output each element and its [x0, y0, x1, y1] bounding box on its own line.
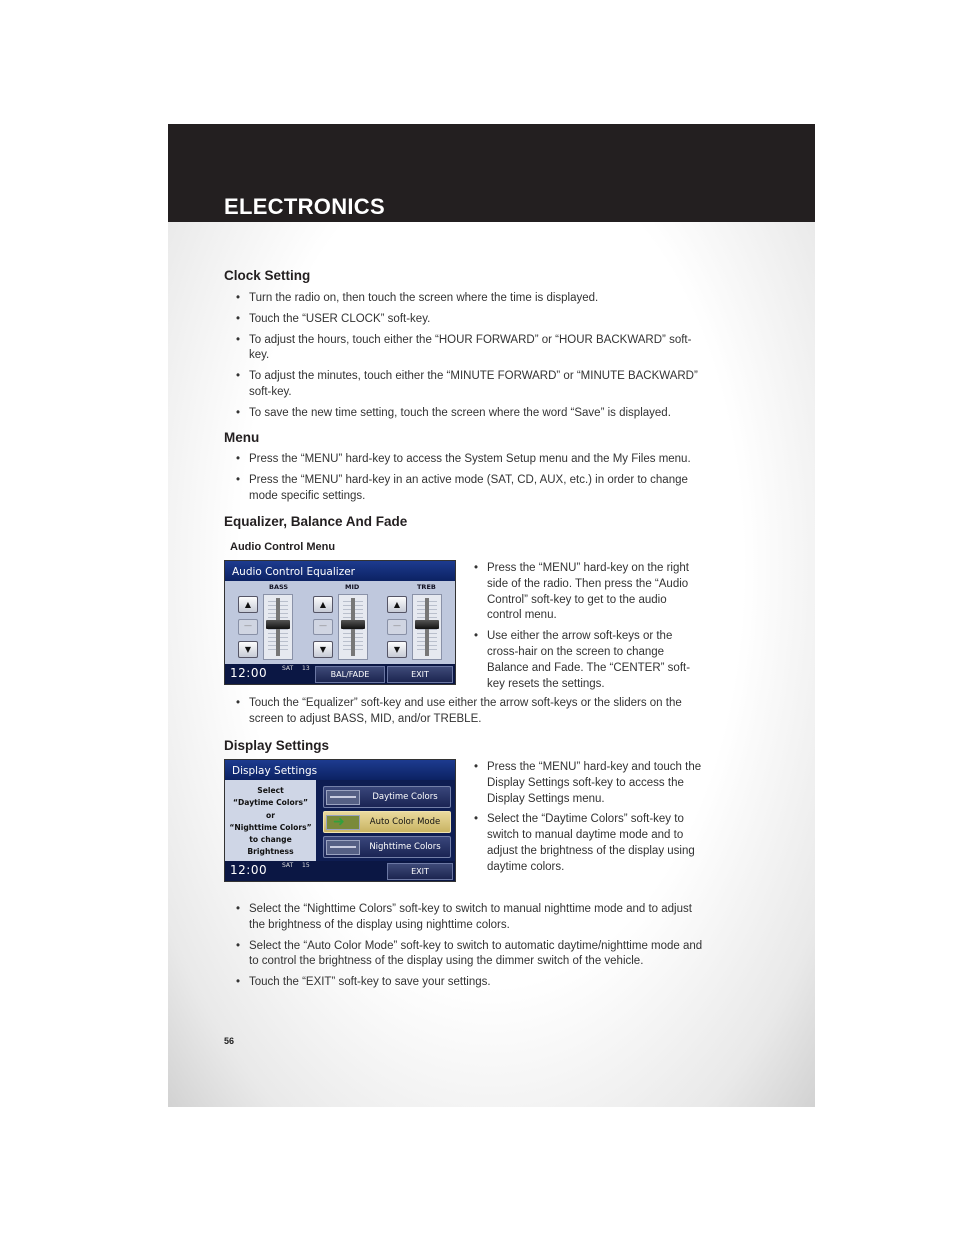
instruction-line: Brightness: [247, 847, 294, 857]
screen-title: Display Settings: [225, 760, 455, 780]
mid-center-button[interactable]: —: [313, 619, 333, 635]
screen-title: Audio Control Equalizer: [225, 561, 455, 581]
display-settings-screen: [224, 759, 456, 882]
clock-display[interactable]: 12:00: [230, 863, 268, 877]
source-label: SAT: [282, 862, 294, 869]
nighttime-colors-button[interactable]: [323, 836, 451, 858]
display-list: [225, 902, 705, 996]
mid-up-arrow-icon[interactable]: ▲: [313, 596, 333, 613]
list-item: • Press the “MENU” hard-key in an active mode (SAT, CD, AUX, etc.) in order to change mode specific settings.: [225, 473, 700, 505]
clock-setting-heading: Clock Setting: [224, 268, 311, 283]
screen-status-bar: [225, 861, 455, 881]
option-label: Auto Color Mode: [369, 817, 441, 827]
auto-mode-icon: [326, 815, 360, 830]
daytime-icon: [326, 790, 360, 805]
list-item: • Press the “MENU” hard-key on the right side of the radio. Then press the “Audio Control” soft-key to get to the audio control menu.: [463, 561, 703, 624]
list-item: • Press the “MENU” hard-key to access the System Setup menu and the My Files menu.: [225, 452, 700, 468]
list-item: • Touch the “Equalizer” soft-key and use either the arrow soft-keys or the sliders on the screen to adjust BASS, MID, and/or TREBLE.: [225, 696, 700, 728]
section-header: [168, 124, 815, 222]
bal-fade-button[interactable]: BAL/FADE: [315, 666, 385, 683]
instruction-line: “Daytime Colors”: [233, 798, 308, 808]
exit-button[interactable]: EXIT: [387, 863, 453, 880]
instruction-line: “Nighttime Colors”: [229, 822, 312, 832]
list-item: • Use either the arrow soft-keys or the cross-hair on the screen to change Balance and Fade. The “CENTER” soft-key resets the settings.: [463, 629, 703, 692]
nighttime-icon: [326, 840, 360, 855]
band-label-mid: MID: [345, 583, 360, 591]
slider-knob[interactable]: [266, 620, 290, 629]
bass-slider[interactable]: [263, 594, 293, 660]
display-side-list: [463, 760, 708, 881]
bass-up-arrow-icon[interactable]: ▲: [238, 596, 258, 613]
clock-setting-list: [225, 291, 700, 427]
list-item: • Select the “Daytime Colors” soft-key to switch to manual daytime mode and to adjust the brightness of the display using daytime colors.: [463, 812, 708, 875]
menu-heading: Menu: [224, 430, 260, 445]
green-arrow-icon: ➜: [333, 814, 345, 830]
option-label: Nighttime Colors: [369, 842, 441, 852]
equalizer-panel: [225, 581, 455, 664]
display-settings-heading: Display Settings: [224, 738, 330, 753]
bass-down-arrow-icon[interactable]: ▼: [238, 641, 258, 658]
daytime-colors-button[interactable]: [323, 786, 451, 808]
instruction-line: Select: [257, 786, 284, 795]
equalizer-heading: Equalizer, Balance And Fade: [224, 514, 408, 529]
audio-equalizer-screen: [224, 560, 456, 685]
audio-control-subheading: Audio Control Menu: [230, 541, 336, 553]
channel-number: 15: [302, 862, 310, 869]
treb-down-arrow-icon[interactable]: ▼: [387, 641, 407, 658]
display-options-panel: [316, 780, 455, 861]
band-label-treb: TREB: [417, 583, 436, 591]
menu-list: [225, 452, 700, 509]
channel-number: 13: [302, 665, 310, 672]
display-instructions: [225, 780, 316, 861]
equalizer-side-list: [463, 561, 703, 697]
list-item: • Select the “Nighttime Colors” soft-key to switch to manual nighttime mode and to adjust the brightness of the display using nighttime colors.: [225, 902, 705, 934]
instruction-line: or: [266, 810, 275, 820]
option-label: Daytime Colors: [372, 792, 438, 802]
list-item: • To adjust the minutes, touch either the “MINUTE FORWARD” or “MINUTE BACKWARD” soft-key.: [225, 369, 700, 401]
band-label-bass: BASS: [269, 583, 289, 591]
slider-knob[interactable]: [415, 620, 439, 629]
treb-slider[interactable]: [412, 594, 442, 660]
mid-slider[interactable]: [338, 594, 368, 660]
equalizer-list: [225, 696, 700, 733]
list-item: • Touch the “USER CLOCK” soft-key.: [225, 312, 700, 328]
list-item: • To adjust the hours, touch either the “HOUR FORWARD” or “HOUR BACKWARD” soft-key.: [225, 333, 700, 365]
treb-center-button[interactable]: —: [387, 619, 407, 635]
exit-button[interactable]: EXIT: [387, 666, 453, 683]
list-item: • Turn the radio on, then touch the screen where the time is displayed.: [225, 291, 700, 307]
clock-display[interactable]: 12:00: [230, 666, 268, 680]
list-item: • Select the “Auto Color Mode” soft-key to switch to automatic daytime/nighttime mode and to control the brightness of the display using the dimmer switch of the vehicle.: [225, 939, 705, 971]
mid-down-arrow-icon[interactable]: ▼: [313, 641, 333, 658]
list-item: • To save the new time setting, touch the screen where the word “Save” is displayed.: [225, 406, 700, 422]
list-item: • Press the “MENU” hard-key and touch the Display Settings soft-key to access the Display Settings menu.: [463, 760, 708, 807]
auto-color-mode-button[interactable]: [323, 811, 451, 833]
section-title: ELECTRONICS: [224, 194, 385, 219]
list-item: • Touch the “EXIT” soft-key to save your settings.: [225, 975, 705, 991]
manual-page: [168, 124, 815, 1107]
page-number: 56: [224, 1036, 235, 1046]
slider-knob[interactable]: [341, 620, 365, 629]
source-label: SAT: [282, 665, 294, 672]
instruction-line: to change: [249, 835, 292, 845]
bass-center-button[interactable]: —: [238, 619, 258, 635]
screen-status-bar: [225, 664, 455, 684]
treb-up-arrow-icon[interactable]: ▲: [387, 596, 407, 613]
